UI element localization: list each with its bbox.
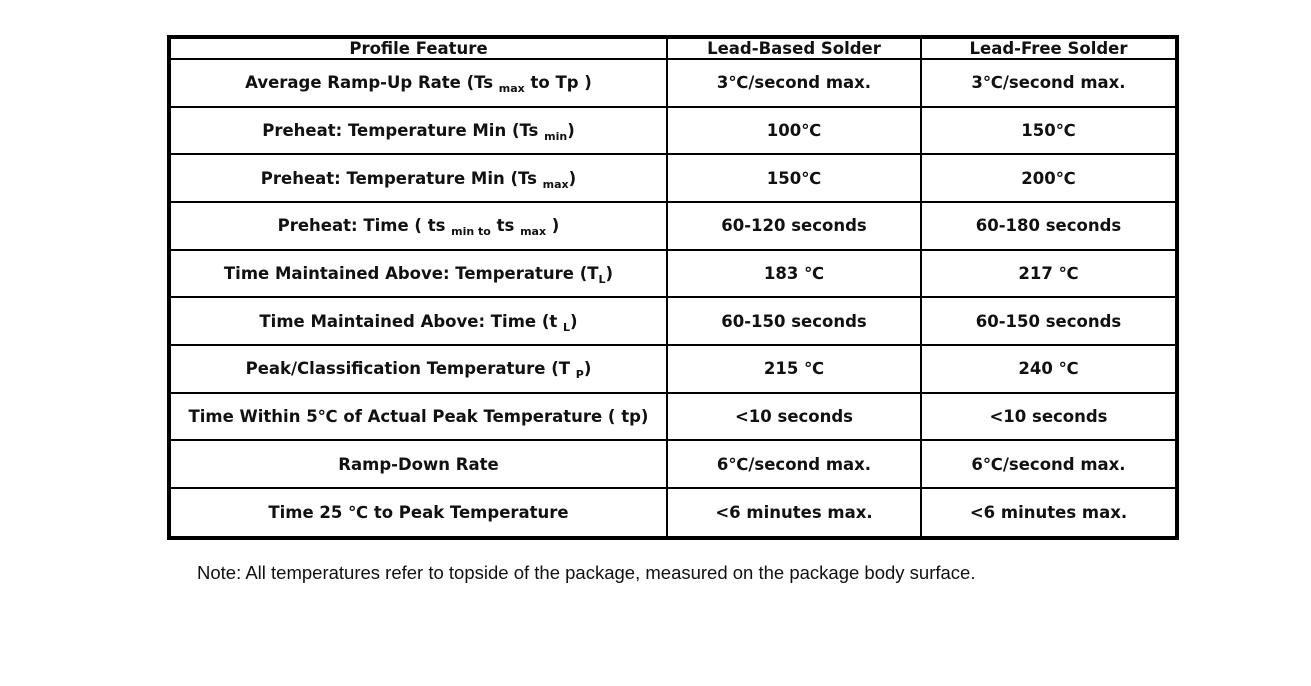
- lead-based-value: 3℃/second max.: [667, 59, 921, 107]
- lead-free-value: 240 ℃: [921, 345, 1177, 393]
- lead-based-value: 60-150 seconds: [667, 297, 921, 345]
- table-row: [169, 440, 1177, 488]
- feature-cell: Ramp-Down Rate: [169, 440, 667, 488]
- lead-free-value: 3℃/second max.: [921, 59, 1177, 107]
- lead-based-value: 100℃: [667, 107, 921, 155]
- feature-cell: Time Maintained Above: Temperature $(T_L)$: [169, 250, 667, 298]
- table-row: [169, 154, 1177, 202]
- lead-based-value: 215 ℃: [667, 345, 921, 393]
- feature-cell: Time Maintained Above: Time (t $_L$): [169, 297, 667, 345]
- table-row: [169, 59, 1177, 107]
- table-row: [169, 250, 1177, 298]
- table-row: [169, 345, 1177, 393]
- lead-based-value: 60-120 seconds: [667, 202, 921, 250]
- reflow-profile-table: [167, 35, 1179, 540]
- table-row: [169, 202, 1177, 250]
- lead-free-value: 150℃: [921, 107, 1177, 155]
- feature-cell: Time Within 5℃ of Actual Peak Temperature ( tp): [169, 393, 667, 441]
- table-row: [169, 393, 1177, 441]
- feature-cell: Average Ramp-Up Rate (Ts $_{max}$ to Tp ): [169, 59, 667, 107]
- header-profile-feature: Profile Feature: [169, 37, 667, 59]
- feature-cell: Preheat: Time ( ts $_{min to}$ ts $_{max}$ ): [169, 202, 667, 250]
- lead-free-value: <6 minutes max.: [921, 488, 1177, 538]
- lead-based-value: <6 minutes max.: [667, 488, 921, 538]
- feature-cell: Preheat: Temperature Min (Ts $_{max}$): [169, 154, 667, 202]
- feature-cell: Preheat: Temperature Min (Ts $_{min}$): [169, 107, 667, 155]
- header-lead-based-solder: Lead-Based Solder: [667, 37, 921, 59]
- table-note: Note: All temperatures refer to topside of the package, measured on the package body surface.: [197, 562, 976, 583]
- header-lead-free-solder: Lead-Free Solder: [921, 37, 1177, 59]
- lead-free-value: 200℃: [921, 154, 1177, 202]
- lead-free-value: 6℃/second max.: [921, 440, 1177, 488]
- lead-based-value: 150℃: [667, 154, 921, 202]
- lead-based-value: <10 seconds: [667, 393, 921, 441]
- table-row: [169, 488, 1177, 538]
- table-row: [169, 107, 1177, 155]
- table-header-row: [169, 37, 1177, 59]
- lead-free-value: 60-180 seconds: [921, 202, 1177, 250]
- feature-cell: Time 25 ℃ to Peak Temperature: [169, 488, 667, 538]
- feature-cell: Peak/Classification Temperature (T $_P$): [169, 345, 667, 393]
- lead-based-value: 183 ℃: [667, 250, 921, 298]
- lead-free-value: <10 seconds: [921, 393, 1177, 441]
- lead-free-value: 217 ℃: [921, 250, 1177, 298]
- lead-based-value: 6℃/second max.: [667, 440, 921, 488]
- lead-free-value: 60-150 seconds: [921, 297, 1177, 345]
- table-row: [169, 297, 1177, 345]
